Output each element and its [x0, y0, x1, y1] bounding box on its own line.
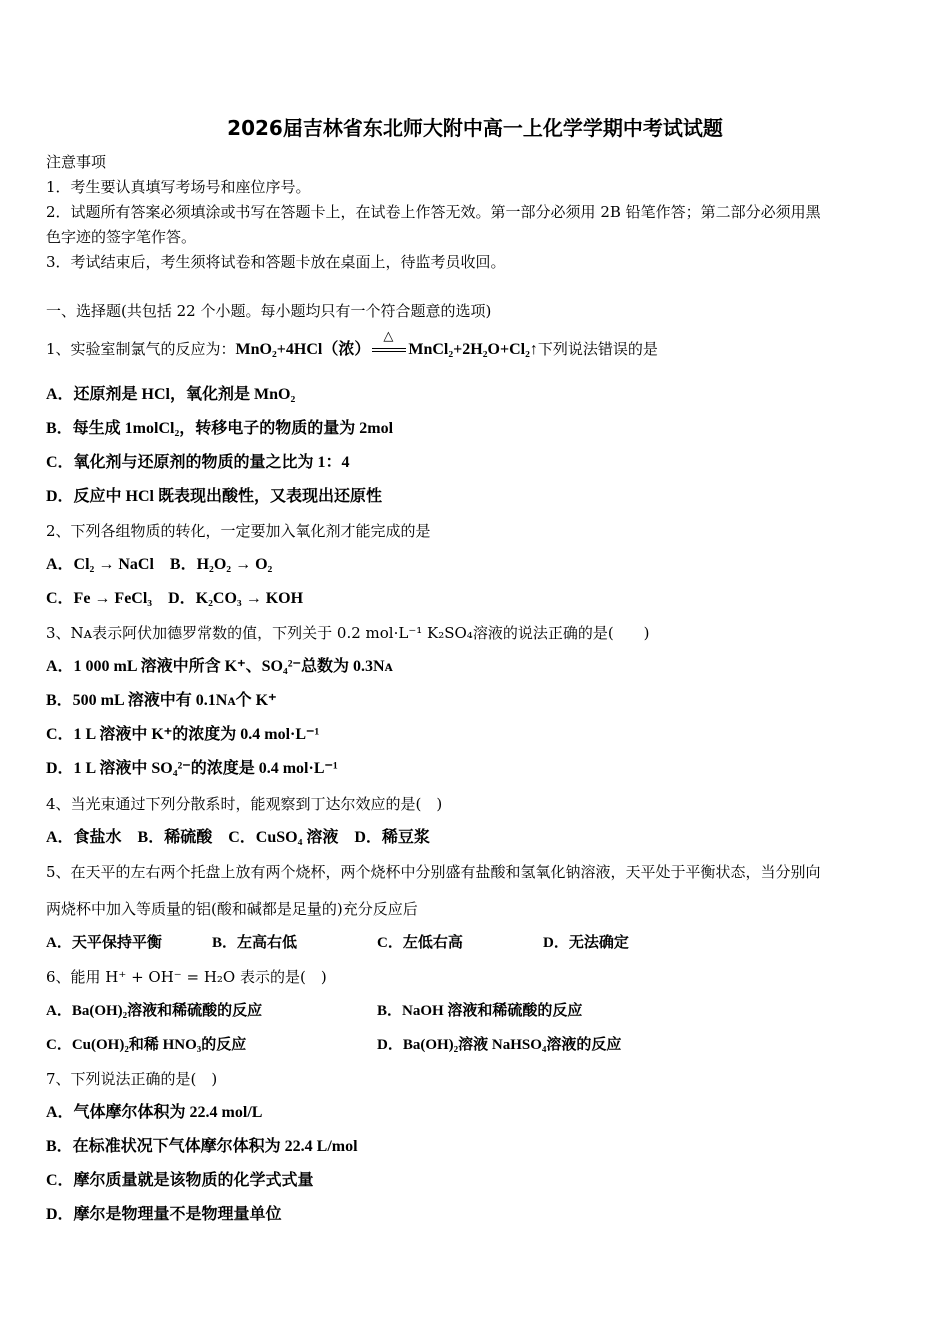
q1-stem-prefix: 1、实验室制氯气的反应为：	[46, 340, 236, 358]
q5-option-c: C．左低右高	[377, 935, 463, 951]
q4-options: A．食盐水 B．稀硫酸 C．CuSO₄ 溶液 D．稀豆浆	[46, 829, 430, 846]
q2-options-ab: A．Cl₂ → NaCl B．H₂O₂ → O₂	[46, 556, 273, 573]
q5-option-a: A．天平保持平衡	[46, 935, 162, 951]
notice-item: 3．考试结束后，考生须将试卷和答题卡放在桌面上，待监考员收回。	[46, 253, 506, 271]
q1-option-d: D．反应中 HCl 既表现出酸性，又表现出还原性	[46, 488, 383, 505]
notice-item: 色字迹的签字笔作答。	[46, 228, 197, 246]
q3-option-b: B．500 mL 溶液中有 0.1Nᴀ个 K⁺	[46, 692, 277, 709]
q7-option-b: B．在标准状况下气体摩尔体积为 22.4 L/mol	[46, 1138, 358, 1155]
section-heading: 一、选择题(共包括 22 个小题。每小题均只有一个符合题意的选项)	[46, 302, 492, 320]
q7-option-c: C．摩尔质量就是该物质的化学式式量	[46, 1172, 314, 1189]
reaction-arrow-icon	[372, 329, 406, 357]
question-1-stem	[46, 329, 658, 360]
q1-stem-suffix: 下列说法错误的是	[537, 340, 658, 358]
question-7-stem: 7、下列说法正确的是( )	[46, 1070, 218, 1088]
q1-option-c: C．氧化剂与还原剂的物质的量之比为 1：4	[46, 454, 350, 471]
q3-option-d: D．1 L 溶液中 SO₄²⁻的浓度是 0.4 mol·L⁻¹	[46, 760, 338, 777]
notice-item: 1．考生要认真填写考场号和座位序号。	[46, 178, 311, 196]
q6-option-a: A．Ba(OH)₂溶液和稀硫酸的反应	[46, 1003, 263, 1019]
heat-condition: △	[383, 329, 394, 344]
q2-options-cd: C．Fe → FeCl₃ D．K₂CO₃ → KOH	[46, 590, 304, 607]
q7-option-d: D．摩尔是物理量不是物理量单位	[46, 1206, 282, 1223]
q7-option-a: A．气体摩尔体积为 22.4 mol/L	[46, 1104, 263, 1121]
q6-option-c: C．Cu(OH)₂和稀 HNO₃的反应	[46, 1037, 247, 1053]
question-3-stem: 3、Nᴀ表示阿伏加德罗常数的值，下列关于 0.2 mol·L⁻¹ K₂SO₄溶液的说法正确的是( )	[46, 624, 650, 642]
question-2-stem: 2、下列各组物质的转化，一定要加入氧化剂才能完成的是	[46, 522, 431, 540]
q3-option-c: C．1 L 溶液中 K⁺的浓度为 0.4 mol·L⁻¹	[46, 726, 320, 743]
q1-products: MnCl₂+2H₂O+Cl₂↑	[408, 341, 538, 358]
q1-option-a: A．还原剂是 HCl，氧化剂是 MnO₂	[46, 386, 296, 403]
q3-option-a: A．1 000 mL 溶液中所含 K⁺、SO₄²⁻总数为 0.3Nᴀ	[46, 658, 393, 675]
q1-reactants: MnO₂+4HCl（浓）	[235, 341, 371, 358]
question-5-stem-line2: 两烧杯中加入等质量的铝(酸和碱都是足量的)充分反应后	[46, 900, 418, 918]
question-6-stem: 6、能用 H⁺ + OH⁻ = H₂O 表示的是( )	[46, 968, 327, 986]
question-4-stem: 4、当光束通过下列分散系时，能观察到丁达尔效应的是( )	[46, 795, 443, 813]
q6-option-d: D．Ba(OH)₂溶液 NaHSO₄溶液的反应	[377, 1037, 622, 1053]
q5-option-b: B．左高右低	[212, 935, 298, 951]
question-5-stem-line1: 5、在天平的左右两个托盘上放有两个烧杯，两个烧杯中分别盛有盐酸和氢氧化钠溶液，天平处于平衡状态，当分别向	[46, 863, 821, 881]
page-title: 2026届吉林省东北师大附中高一上化学学期中考试试题	[227, 116, 723, 140]
q6-option-b: B．NaOH 溶液和稀硫酸的反应	[377, 1003, 583, 1019]
q5-option-d: D．无法确定	[543, 935, 629, 951]
notice-heading: 注意事项	[46, 153, 107, 171]
q1-option-b: B．每生成 1molCl₂，转移电子的物质的量为 2mol	[46, 420, 394, 437]
notice-item: 2．试题所有答案必须填涂或书写在答题卡上，在试卷上作答无效。第一部分必须用 2B 铅笔作答；第二部分必须用黑	[46, 203, 821, 221]
